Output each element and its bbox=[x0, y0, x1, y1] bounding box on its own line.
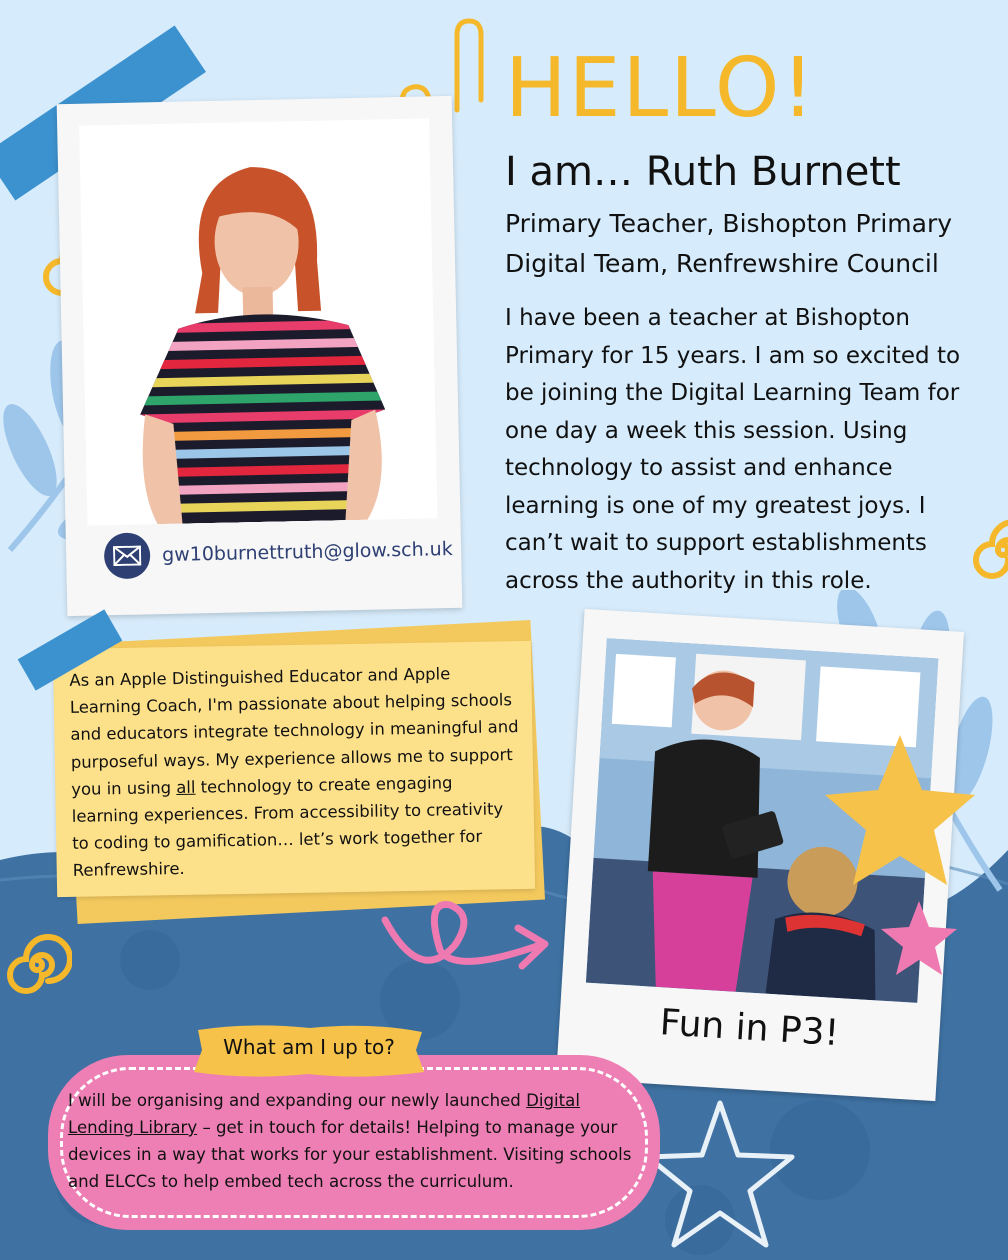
role-line-2: Digital Team, Renfrewshire Council bbox=[505, 249, 939, 278]
name-heading: I am… Ruth Burnett bbox=[505, 149, 901, 195]
star-outline-icon bbox=[640, 1095, 800, 1255]
note-underlined-word: all bbox=[176, 777, 196, 797]
email-contact[interactable] bbox=[104, 526, 453, 579]
arrow-doodle bbox=[380, 890, 560, 990]
sticky-note bbox=[53, 641, 535, 897]
spiral-doodle-bottom bbox=[2, 930, 72, 1000]
activity-heading-banner bbox=[190, 1020, 428, 1082]
hello-heading: HELLO! bbox=[505, 41, 817, 136]
note-text-part-1: As an Apple Distinguished Educator and Apple Learning Coach, I'm passionate about helping schools and educators integrate technology in meaningful and purposeful ways. My experience allows me to support you in using bbox=[69, 664, 519, 799]
activity-text-part-2: – get in touch for details! Helping to manage your devices in a way that works for your establishment. Visiting schools and ELCCs to help embed tech across the curriculum. bbox=[68, 1118, 632, 1191]
lending-library-link[interactable]: Digital Lending Library bbox=[68, 1091, 580, 1137]
activity-text-part-1: I will be organising and expanding our newly launched bbox=[68, 1091, 527, 1110]
note-paragraph bbox=[69, 659, 523, 884]
portrait-polaroid bbox=[57, 96, 463, 616]
intro-paragraph: I have been a teacher at Bishopton Primary for 15 years. I am so excited to be joining the Digital Learning Team for one day a week this session. Using technology to assist and enhance learning is one of my greatest joys. I can’t wait to support establishments across the authority in this role. bbox=[505, 305, 961, 594]
activity-paragraph bbox=[68, 1087, 638, 1195]
star-pink-icon bbox=[878, 898, 960, 980]
role-line-1: Primary Teacher, Bishopton Primary bbox=[505, 209, 953, 238]
portrait-photo bbox=[79, 118, 437, 525]
email-address[interactable]: gw10burnettruth@glow.sch.uk bbox=[161, 537, 453, 567]
star-yellow-icon bbox=[820, 730, 980, 900]
envelope-icon bbox=[104, 532, 151, 579]
photo-caption: Fun in P3! bbox=[658, 1002, 841, 1055]
note-text-part-2: technology to create engaging learning experiences. From accessibility to creativity to coding to gamification… let’s work together for Renfrewshire. bbox=[71, 773, 504, 881]
activity-heading: What am I up to? bbox=[223, 1035, 395, 1059]
